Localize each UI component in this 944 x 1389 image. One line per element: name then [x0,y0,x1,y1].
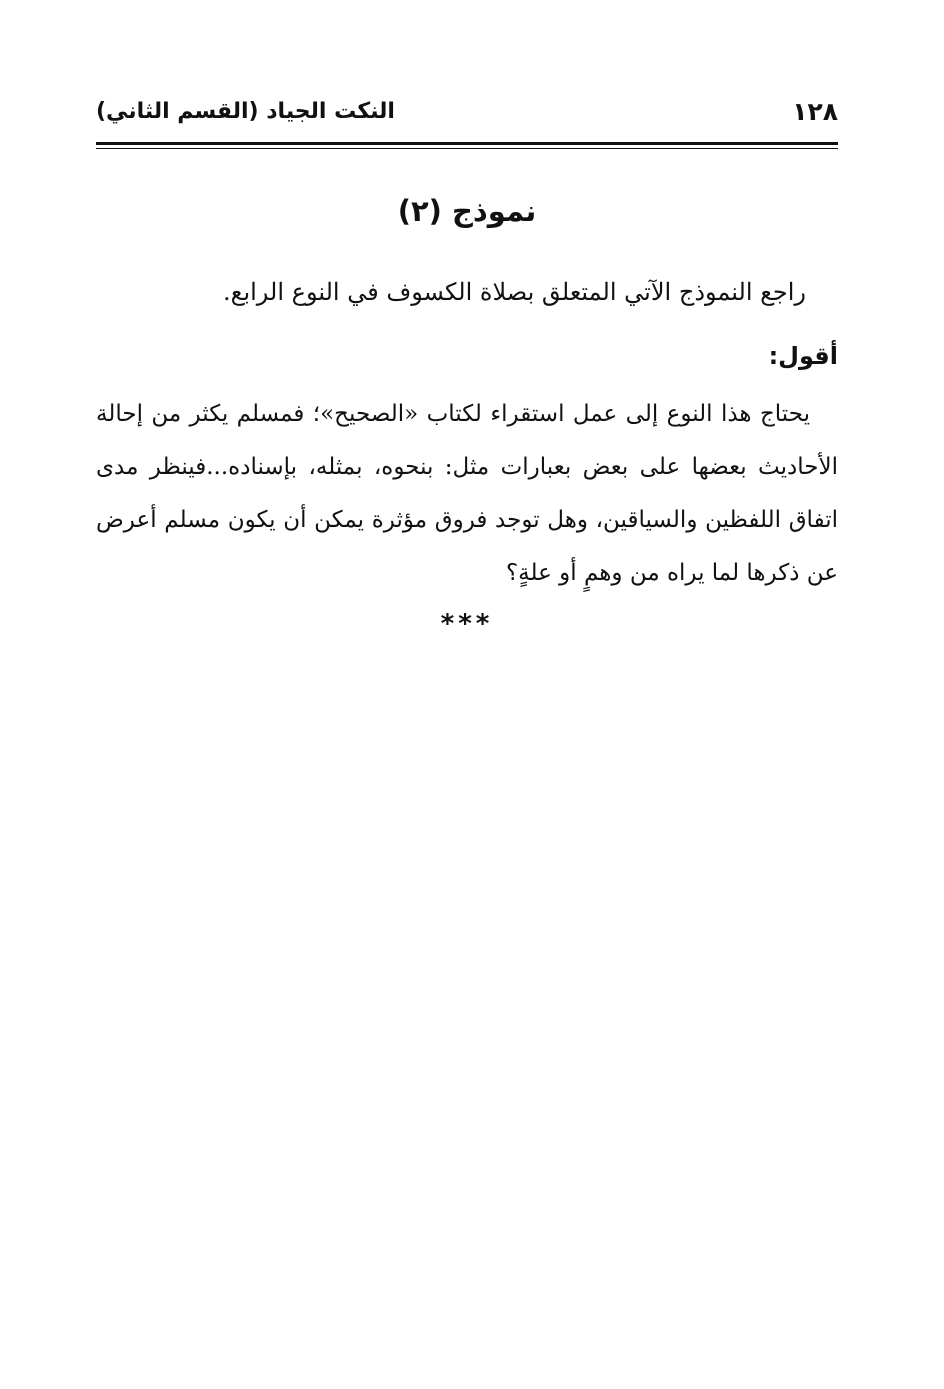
body-paragraph: يحتاج هذا النوع إلى عمل استقراء لكتاب «الصحيح»؛ فمسلم يكثر من إحالة الأحاديث بعضها على بعض بعبارات مثل: بنحوه، بمثله، بإسناده...فينظر مدى اتفاق اللفظين والسياقين، وهل توجد فروق مؤثرة يمكن أن يكون مسلم أعرض عن ذكرها لما يراه من وهمٍ أو علةٍ؟ [96,401,838,586]
header-rule-secondary [96,148,838,149]
intro-text: راجع النموذج الآتي المتعلق بصلاة الكسوف في النوع الرابع. [223,278,806,306]
subheading: أقول: [768,342,838,370]
body-text [96,388,838,600]
running-header [96,92,838,132]
header-rule [96,142,838,145]
book-title: النكت الجياد (القسم الثاني) [96,99,395,124]
section-title: نموذج (٢) [397,194,537,228]
page-number: ١٢٨ [792,97,838,126]
section-separator: *** [440,609,494,639]
